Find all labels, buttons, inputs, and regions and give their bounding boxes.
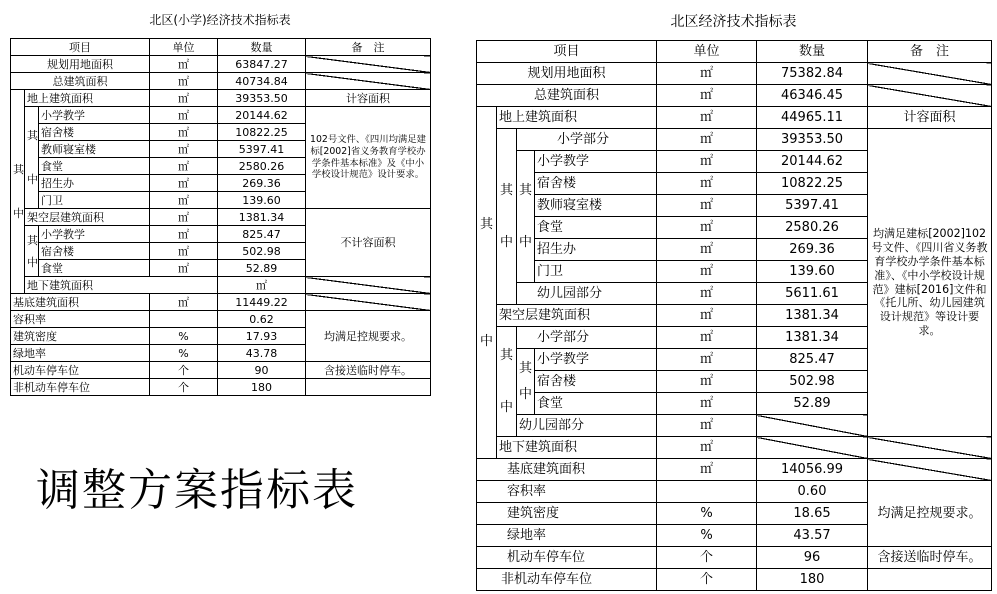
row-value: 90 (218, 362, 306, 379)
row-value: 269.36 (218, 175, 306, 192)
row-unit: 个 (150, 362, 218, 379)
row-unit: ㎡ (657, 195, 757, 217)
row-unit: 个 (657, 547, 757, 569)
table-header-row (477, 41, 992, 63)
row-label: 门卫 (39, 192, 150, 209)
group-marker-inner (25, 107, 39, 209)
row-label: 宿舍楼 (535, 173, 657, 195)
row-label: 小学教学 (39, 107, 150, 124)
zhong-char: 中 (519, 387, 533, 402)
table-row (11, 56, 431, 73)
row-unit (657, 481, 757, 503)
row-value: 17.93 (218, 328, 306, 345)
row-unit: ㎡ (150, 192, 218, 209)
table-row (477, 547, 992, 569)
row-unit: ㎡ (150, 175, 218, 192)
row-label: 容积率 (11, 311, 150, 328)
zhong-char: 中 (499, 400, 513, 415)
row-label: 规划用地面积 (11, 56, 150, 73)
table-row (477, 107, 992, 129)
row-unit: % (657, 503, 757, 525)
header-qty: 数量 (218, 39, 306, 56)
row-value: 52.89 (218, 260, 306, 277)
header-item: 项目 (477, 41, 657, 63)
row-unit: ㎡ (657, 239, 757, 261)
group-marker-stilt (497, 327, 517, 437)
row-label: 建筑密度 (477, 503, 657, 525)
row-value: 2580.26 (757, 217, 868, 239)
row-value: 96 (757, 547, 868, 569)
row-value: 63847.27 (218, 56, 306, 73)
row-label: 规划用地面积 (477, 63, 657, 85)
row-label: 绿地率 (477, 525, 657, 547)
table-row (477, 437, 992, 459)
row-unit: ㎡ (657, 349, 757, 371)
empty-note-cell (306, 56, 431, 73)
row-label: 基底建筑面积 (11, 294, 150, 311)
row-label: 招生办 (535, 239, 657, 261)
empty-note-cell (868, 459, 992, 481)
table-row (11, 294, 431, 311)
row-label: 小学教学 (39, 226, 150, 243)
row-label: 架空层建筑面积 (497, 305, 657, 327)
row-label: 教师寝室楼 (39, 141, 150, 158)
header-unit: 单位 (150, 39, 218, 56)
table-row (11, 379, 431, 396)
row-label: 小学部分 (517, 129, 657, 151)
row-unit: ㎡ (150, 56, 218, 73)
qi-char: 其 (27, 233, 38, 247)
empty-note-cell (868, 437, 992, 459)
header-note: 备 注 (306, 39, 431, 56)
row-label: 食堂 (39, 158, 150, 175)
row-unit: ㎡ (150, 141, 218, 158)
row-label: 幼儿园部分 (517, 283, 657, 305)
row-unit: ㎡ (657, 85, 757, 107)
empty-note-cell (868, 569, 992, 591)
row-note: 均满足控规要求。 (868, 481, 992, 547)
group-note: 102号文件、《四川均满足建标[2002]省义务教育学校办学条件基本标准》及《中小学校设计规范》设计要求。 (306, 107, 431, 209)
row-unit: ㎡ (657, 437, 757, 459)
row-unit: ㎡ (150, 107, 218, 124)
group-marker-stilt (25, 226, 39, 277)
group-note: 均满足建标[2002]102号文件、《四川省义务教育学校办学条件基本标准》、《中小学校设计规范》建标[2016]文件和《托儿所、幼儿园建筑设计规范》等设计要求。 (868, 129, 992, 437)
row-value: 52.89 (757, 393, 868, 415)
row-label: 食堂 (39, 260, 150, 277)
row-value: 20144.62 (757, 151, 868, 173)
empty-note-cell (306, 379, 431, 396)
table-row (477, 481, 992, 503)
qi-char: 其 (519, 183, 533, 198)
row-value: 1381.34 (757, 327, 868, 349)
row-unit: ㎡ (657, 217, 757, 239)
row-value: 502.98 (218, 243, 306, 260)
row-label: 机动车停车位 (477, 547, 657, 569)
zhong-char: 中 (27, 173, 38, 186)
row-label: 地下建筑面积 (25, 277, 218, 294)
row-value: 46346.45 (757, 85, 868, 107)
row-label: 地上建筑面积 (25, 90, 150, 107)
table-row (477, 63, 992, 85)
row-unit: ㎡ (657, 305, 757, 327)
row-label: 幼儿园部分 (517, 415, 657, 437)
row-value: 2580.26 (218, 158, 306, 175)
row-value: 39353.50 (757, 129, 868, 151)
row-value: 5397.41 (757, 195, 868, 217)
row-unit: ㎡ (150, 90, 218, 107)
row-unit: ㎡ (657, 459, 757, 481)
row-value: 44965.11 (757, 107, 868, 129)
group-marker-stilt-sub (517, 349, 535, 415)
empty-note-cell (306, 73, 431, 90)
row-unit: ㎡ (150, 243, 218, 260)
row-label: 宿舍楼 (39, 124, 150, 141)
row-value: 180 (757, 569, 868, 591)
row-unit: ㎡ (150, 209, 218, 226)
table-header-row (11, 39, 431, 56)
table-row (477, 459, 992, 481)
row-note: 含接送临时停车。 (868, 547, 992, 569)
row-label: 总建筑面积 (11, 73, 150, 90)
empty-note-cell (868, 85, 992, 107)
group-marker-sub (517, 151, 535, 283)
row-value: 180 (218, 379, 306, 396)
row-unit: ㎡ (150, 294, 218, 311)
row-unit: ㎡ (657, 63, 757, 85)
row-unit (150, 311, 218, 328)
row-label: 机动车停车位 (11, 362, 150, 379)
zhong-char: 中 (479, 333, 493, 349)
row-label: 绿地率 (11, 345, 150, 362)
row-value: 39353.50 (218, 90, 306, 107)
qi-char: 其 (519, 361, 533, 376)
row-value: 139.60 (757, 261, 868, 283)
row-label: 食堂 (535, 393, 657, 415)
row-unit: ㎡ (657, 415, 757, 437)
row-unit: ㎡ (150, 73, 218, 90)
header-note: 备 注 (868, 41, 992, 63)
row-unit: 个 (150, 379, 218, 396)
row-unit: ㎡ (218, 277, 306, 294)
row-unit: ㎡ (657, 283, 757, 305)
left-indicator-table (10, 38, 431, 396)
header-item: 项目 (11, 39, 150, 56)
row-unit: ㎡ (150, 158, 218, 175)
row-value: 0.60 (757, 481, 868, 503)
row-label: 总建筑面积 (477, 85, 657, 107)
table-row (477, 85, 992, 107)
right-indicator-table (476, 40, 992, 591)
row-value: 1381.34 (757, 305, 868, 327)
row-note: 计容面积 (306, 90, 431, 107)
header-unit: 单位 (657, 41, 757, 63)
row-unit: ㎡ (657, 107, 757, 129)
row-unit: ㎡ (657, 371, 757, 393)
row-value: 40734.84 (218, 73, 306, 90)
zhong-char: 中 (13, 207, 24, 220)
row-value: 20144.62 (218, 107, 306, 124)
zhong-char: 中 (519, 235, 533, 250)
table-row (11, 107, 431, 124)
row-label: 地下建筑面积 (497, 437, 657, 459)
zhong-char: 中 (27, 255, 38, 269)
row-label: 小学教学 (535, 151, 657, 173)
table-row (11, 311, 431, 328)
row-value: 0.62 (218, 311, 306, 328)
row-value: 139.60 (218, 192, 306, 209)
row-value: 269.36 (757, 239, 868, 261)
row-value: 10822.25 (757, 173, 868, 195)
row-unit: ㎡ (657, 151, 757, 173)
row-value (306, 277, 431, 294)
row-value: 502.98 (757, 371, 868, 393)
row-unit: ㎡ (657, 327, 757, 349)
row-label: 招生办 (39, 175, 150, 192)
row-value: 825.47 (757, 349, 868, 371)
row-value: 825.47 (218, 226, 306, 243)
table-row (11, 209, 431, 226)
left-table-title: 北区(小学)经济技术指标表 (149, 13, 291, 27)
row-unit: ㎡ (657, 173, 757, 195)
row-label: 非机动车停车位 (11, 379, 150, 396)
empty-note-cell (306, 294, 431, 311)
row-value: 5397.41 (218, 141, 306, 158)
qi-char: 其 (27, 129, 38, 142)
row-note: 含接送临时停车。 (306, 362, 431, 379)
table-row (477, 569, 992, 591)
header-qty: 数量 (757, 41, 868, 63)
row-label: 门卫 (535, 261, 657, 283)
qi-char: 其 (499, 183, 513, 198)
row-value: 43.78 (218, 345, 306, 362)
row-label: 小学教学 (535, 349, 657, 371)
row-unit: % (150, 328, 218, 345)
row-value: 43.57 (757, 525, 868, 547)
row-value: 14056.99 (757, 459, 868, 481)
qi-char: 其 (499, 348, 513, 363)
row-label: 基底建筑面积 (477, 459, 657, 481)
row-label: 建筑密度 (11, 328, 150, 345)
row-unit: ㎡ (657, 393, 757, 415)
group-marker-outer (477, 107, 497, 459)
table-row (11, 90, 431, 107)
row-note: 均满足控规要求。 (306, 311, 431, 362)
stilt-note: 不计容面积 (306, 209, 431, 277)
row-value: 10822.25 (218, 124, 306, 141)
row-value: 18.65 (757, 503, 868, 525)
row-label: 食堂 (535, 217, 657, 239)
row-unit: % (657, 525, 757, 547)
row-label: 容积率 (477, 481, 657, 503)
row-note: 计容面积 (868, 107, 992, 129)
row-label: 小学部分 (517, 327, 657, 349)
row-label: 宿舍楼 (535, 371, 657, 393)
row-unit: 个 (657, 569, 757, 591)
right-table-title: 北区经济技术指标表 (670, 14, 797, 30)
zhong-char: 中 (499, 235, 513, 250)
row-value (757, 415, 868, 437)
row-unit: % (150, 345, 218, 362)
qi-char: 其 (479, 216, 493, 232)
row-value: 1381.34 (218, 209, 306, 226)
row-label: 宿舍楼 (39, 243, 150, 260)
table-row (11, 362, 431, 379)
row-value: 75382.84 (757, 63, 868, 85)
row-value: 11449.22 (218, 294, 306, 311)
empty-note-cell (868, 63, 992, 85)
qi-char: 其 (13, 163, 24, 176)
row-unit: ㎡ (657, 129, 757, 151)
group-marker-inner (497, 129, 517, 305)
table-row (11, 277, 431, 294)
row-unit: ㎡ (657, 261, 757, 283)
row-label: 架空层建筑面积 (25, 209, 150, 226)
row-label: 教师寝室楼 (535, 195, 657, 217)
group-marker-outer (11, 90, 25, 294)
scheme-caption: 调整方案指标表 (36, 465, 358, 516)
row-unit: ㎡ (150, 226, 218, 243)
row-value (757, 437, 868, 459)
row-unit: ㎡ (150, 260, 218, 277)
row-unit: ㎡ (150, 124, 218, 141)
table-row (11, 73, 431, 90)
row-label: 地上建筑面积 (497, 107, 657, 129)
row-label: 非机动车停车位 (477, 569, 657, 591)
row-value: 5611.61 (757, 283, 868, 305)
table-row (477, 129, 992, 151)
